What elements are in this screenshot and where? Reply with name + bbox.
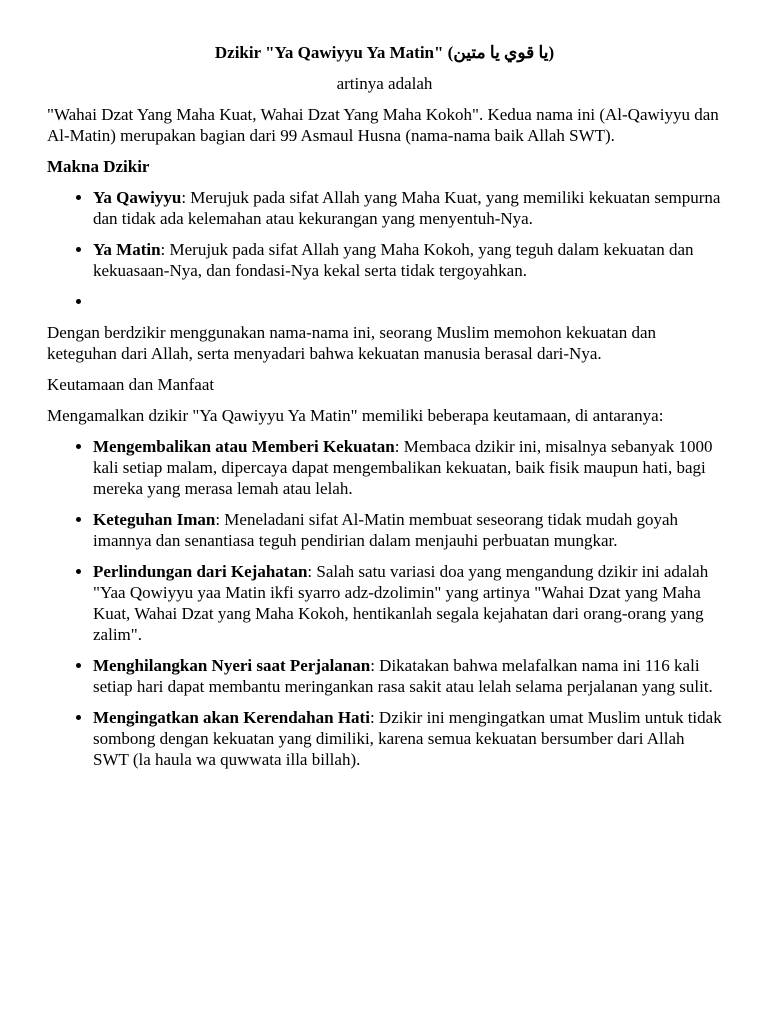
document-title: Dzikir "Ya Qawiyyu Ya Matin" (يا قوي يا متين) — [214, 43, 555, 62]
list-item — [93, 239, 722, 281]
makna-closing-paragraph: Dengan berdzikir menggunakan nama-nama ini, seorang Muslim memohon kekuatan dan keteguhan dari Allah, serta menyadari bahwa kekuatan manusia berasal dari-Nya. — [47, 323, 656, 363]
list-item-text: : Merujuk pada sifat Allah yang Maha Kokoh, yang teguh dalam kekuatan dan kekuasaan-Nya, dan fondasi-Nya kekal serta tidak tergoyahkan. — [93, 240, 694, 280]
makna-heading: Makna Dzikir — [47, 157, 150, 176]
list-item-text: : Membaca dzikir ini, misalnya sebanyak 1000 kali setiap malam, dipercaya dapat mengembalikan kekuatan, baik fisik maupun hati, bagi mereka yang merasa lemah atau lelah. — [93, 437, 713, 498]
list-item-term: Mengingatkan akan Kerendahan Hati — [93, 708, 370, 727]
list-item — [93, 436, 722, 499]
list-item-text: : Merujuk pada sifat Allah yang Maha Kuat, yang memiliki kekuatan sempurna dan tidak ada kelemahan atau kekurangan yang menyentuh-Nya. — [93, 188, 721, 228]
intro-paragraph: "Wahai Dzat Yang Maha Kuat, Wahai Dzat Yang Maha Kokoh". Kedua nama ini (Al-Qawiyyu dan Al-Matin) merupakan bagian dari 99 Asmaul Husna (nama-nama baik Allah SWT). — [47, 105, 719, 145]
list-item-term: Ya Qawiyyu — [93, 188, 182, 207]
list-item-text: : Dzikir ini mengingatkan umat Muslim untuk tidak sombong dengan kekuatan yang dimiliki, karena semua kekuatan bersumber dari Allah SWT (la haula wa quwwata illa billah). — [93, 708, 722, 769]
makna-list — [47, 187, 722, 312]
list-item-text: : Salah satu variasi doa yang mengandung dzikir ini adalah "Yaa Qowiyyu yaa Matin ikfi syarro adz-dzolimin" yang artinya "Wahai Dzat yang Maha Kuat, Wahai Dzat yang Maha Kokoh, hentikanlah segala kejahatan dari orang-orang yang zalim". — [93, 562, 709, 644]
empty-list-item — [93, 291, 722, 312]
keutamaan-heading: Keutamaan dan Manfaat — [47, 375, 215, 394]
list-item-text: : Meneladani sifat Al-Matin membuat seseorang tidak mudah goyah imannya dan senantiasa teguh pendirian dalam menjauhi perbuatan mungkar. — [93, 510, 678, 550]
list-item-term: Menghilangkan Nyeri saat Perjalanan — [93, 656, 371, 675]
list-item-term: Mengembalikan atau Memberi Kekuatan — [93, 437, 395, 456]
keutamaan-intro: Mengamalkan dzikir "Ya Qawiyyu Ya Matin" memiliki beberapa keutamaan, di antaranya: — [47, 406, 664, 425]
list-item — [93, 561, 722, 645]
list-item — [93, 655, 722, 697]
list-item-term: Perlindungan dari Kejahatan — [93, 562, 308, 581]
document-subtitle: artinya adalah — [336, 74, 433, 93]
list-item-text: : Dikatakan bahwa melafalkan nama ini 116 kali setiap hari dapat membantu meringankan rasa sakit atau lelah selama perjalanan yang sulit. — [93, 656, 713, 696]
list-item — [93, 187, 722, 229]
list-item — [93, 707, 722, 770]
list-item — [93, 509, 722, 551]
list-item-term: Ya Matin — [93, 240, 161, 259]
keutamaan-list — [47, 436, 722, 770]
list-item-term: Keteguhan Iman — [93, 510, 216, 529]
